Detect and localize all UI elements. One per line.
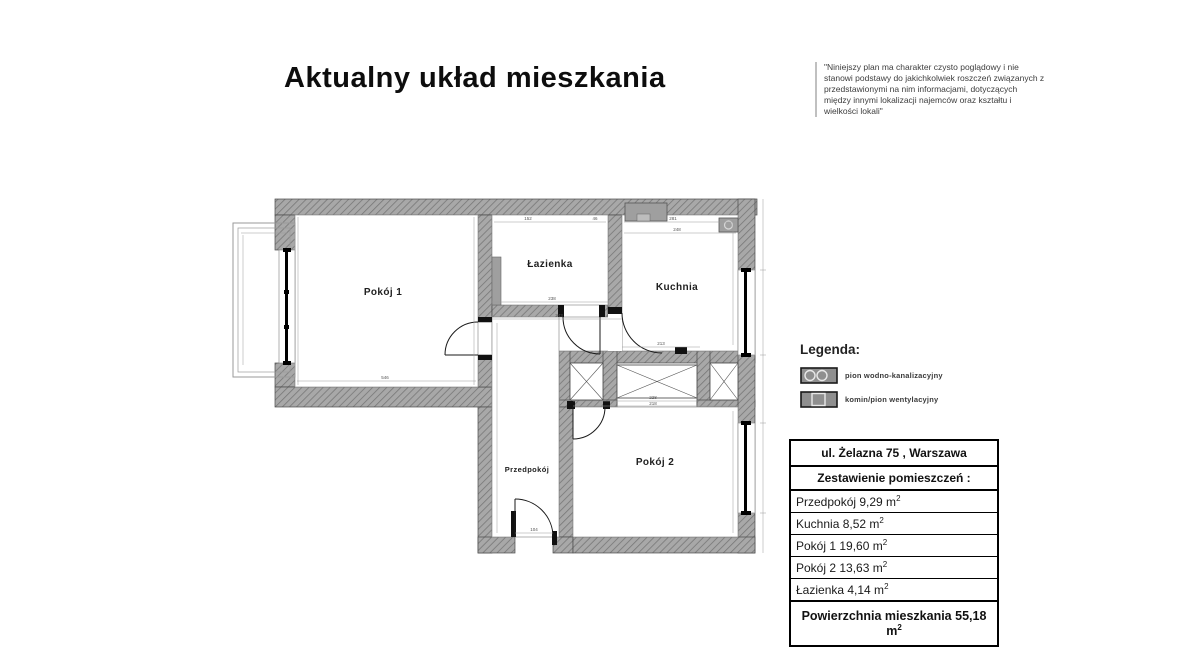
table-row-przedpokoj: Przedpokój 9,29 $m^2$ bbox=[791, 491, 997, 513]
dim-label: 228 bbox=[649, 395, 657, 400]
sup-2: 2 bbox=[897, 623, 902, 632]
dim-label: 152 bbox=[524, 216, 532, 221]
sup-2: 2 bbox=[884, 582, 889, 591]
legend bbox=[800, 342, 943, 415]
dim-label: 238 bbox=[548, 296, 556, 301]
bath-riser bbox=[492, 257, 501, 305]
dim-label: 46 bbox=[592, 216, 598, 221]
room-label-pokoj-1: Pokój 1 bbox=[363, 287, 403, 298]
table-row-kuchnia: Kuchnia 8,52 $m^2$ bbox=[791, 513, 997, 535]
table-row-pokoj-1: Pokój 1 19,60 $m^2$ bbox=[791, 535, 997, 557]
kitchen-corner-box bbox=[719, 218, 738, 232]
window-room1 bbox=[279, 248, 295, 365]
summary-table bbox=[789, 439, 999, 647]
dim-label: 281 bbox=[669, 216, 677, 221]
sup-2: 2 bbox=[882, 560, 888, 569]
dim-label: 104 bbox=[530, 527, 538, 532]
legend-item-label: komin/pion wentylacyjny bbox=[845, 395, 939, 404]
table-total: Powierzchnia mieszkania 55,18 $m^2$ bbox=[791, 601, 997, 645]
floor-plan bbox=[225, 195, 770, 560]
dim-label: 243 bbox=[555, 313, 563, 318]
water-riser-icon bbox=[800, 367, 838, 384]
dim-label: 546 bbox=[381, 375, 389, 380]
kitchen-chimney bbox=[625, 203, 667, 221]
room-label-przedpokoj: Przedpokój bbox=[504, 465, 550, 474]
table-subtitle: Zestawienie pomieszczeń : bbox=[791, 467, 997, 491]
dim-label: 218 bbox=[649, 401, 657, 406]
legend-item-water bbox=[800, 367, 943, 384]
legend-heading: Legenda: bbox=[800, 342, 861, 357]
window-room2 bbox=[738, 421, 755, 515]
table-row-lazienka: Łazienka 4,14 $m^2$ bbox=[791, 579, 997, 601]
room-label-lazienka: Łazienka bbox=[527, 259, 573, 270]
sup-2: 2 bbox=[879, 516, 884, 525]
disclaimer-text: "Niniejszy plan ma charakter czysto poglądowy i nie stanowi podstawy do jakichkolwiek roszczeń związanych z przedstawionymi na nim informacjami, dotyczących między innymi lokalizacji najemców oraz kształtu i wielkości lokali" bbox=[815, 62, 1046, 117]
legend-item-label: pion wodno-kanalizacyjny bbox=[845, 371, 943, 380]
page-title: Aktualny układ mieszkania bbox=[284, 62, 666, 94]
sup-2: 2 bbox=[882, 538, 888, 547]
table-row-pokoj-2: Pokój 2 13,63 $m^2$ bbox=[791, 557, 997, 579]
room-label-kuchnia: Kuchnia bbox=[655, 282, 699, 293]
window-kitchen bbox=[738, 268, 755, 357]
legend-item-vent bbox=[800, 391, 943, 408]
sup-2: 2 bbox=[896, 494, 901, 503]
dim-label: 248 bbox=[673, 227, 681, 232]
dim-label: 213 bbox=[657, 341, 665, 346]
floor-plan-drawing bbox=[225, 195, 770, 560]
table-address: ul. Żelazna 75 , Warszawa bbox=[791, 441, 997, 467]
vent-chimney-icon bbox=[800, 391, 838, 408]
room-label-pokoj-2: Pokój 2 bbox=[635, 457, 675, 468]
